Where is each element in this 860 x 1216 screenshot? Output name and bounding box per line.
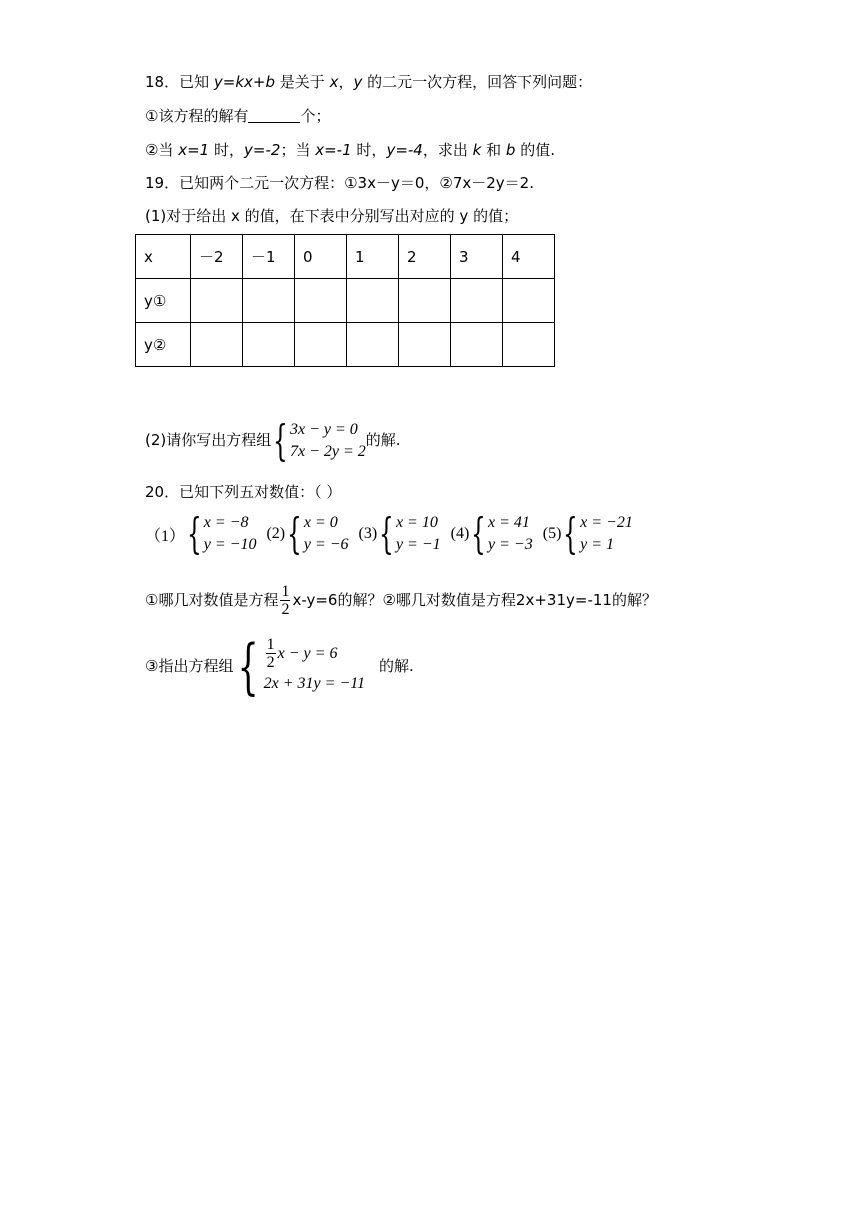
table-cell: －1 [243,235,295,279]
left-brace-icon: { [238,631,260,702]
value-pair: (3) { x = 10 y = −1 [358,509,441,558]
q19-stem: 19．已知两个二元一次方程：①3x－y＝0，②7x－2y＝2. [145,174,534,192]
answer-blank [248,108,300,123]
q19-part2: (2)请你写出方程组 { 3x − y = 0 7x − 2y = 2 的解. [145,415,401,465]
table-row [136,323,555,367]
table-cell [347,323,399,367]
q20-number: 20． [145,483,180,501]
q18-part1: ①该方程的解有 个； [145,107,331,125]
value-table [135,234,555,367]
table-cell [295,323,347,367]
value-pair: (5) { x = −21 y = 1 [542,509,633,558]
left-brace-icon: { [379,509,394,558]
value-pair: (4) { x = 41 y = −3 [450,509,533,558]
q20-part1: ①哪几对数值是方程 $\frac{1}{2}$ x-y=6的解？②哪几对数值是方程2x+31y=-11的解？ [145,583,657,618]
equation-system: { $\frac{1}{2}$ x − y = 6 2x + 31y = −11 [238,631,366,702]
fraction-one-half: $\frac{1}{2}$ [281,583,290,618]
table-cell [191,279,243,323]
left-brace-icon: { [287,509,302,558]
q18-part2: ②当 x=1 时，y=-2；当 x=-1 时，y=-4，求出 k 和 b 的值. [145,141,555,159]
table-cell [191,323,243,367]
q20-part3: ③指出方程组 { $\frac{1}{2}$ x − y = 6 2x + 31y = −11 的解. [145,631,414,702]
table-cell [451,279,503,323]
table-cell [243,279,295,323]
table-cell: 0 [295,235,347,279]
q20-stem: 20．已知下列五对数值：（ ） [145,483,342,501]
q19-part1: (1)对于给出 x 的值，在下表中分别写出对应的 y 的值； [145,207,519,225]
table-cell [399,323,451,367]
table-cell [503,323,555,367]
q18-stem: 18．已知 y=kx+b 是关于 x，y 的二元一次方程，回答下列问题： [145,73,593,91]
table-header-row [136,235,555,279]
table-cell: y① [136,279,191,323]
table-cell [503,279,555,323]
table-cell: 1 [347,235,399,279]
table-cell: －2 [191,235,243,279]
table-cell: x [136,235,191,279]
table-cell [347,279,399,323]
left-brace-icon: { [273,415,288,465]
table-cell [451,323,503,367]
table-row [136,279,555,323]
left-brace-icon: { [563,509,579,558]
table-cell [295,279,347,323]
table-cell: 3 [451,235,503,279]
table-cell: 4 [503,235,555,279]
table-cell: 2 [399,235,451,279]
table-cell [399,279,451,323]
q18-number: 18． [145,73,180,91]
equation-system: { 3x − y = 0 7x − 2y = 2 [273,415,366,465]
table-cell: y② [136,323,191,367]
q18-equation: y=kx+b [213,73,275,91]
left-brace-icon: { [471,509,487,558]
value-pair: (2) { x = 0 y = −6 [266,509,349,558]
q19-number: 19． [145,174,180,192]
left-brace-icon: { [187,509,202,558]
value-pairs [145,509,643,558]
table-cell [243,323,295,367]
value-pair: （1） { x = −8 y = −10 [145,509,257,558]
